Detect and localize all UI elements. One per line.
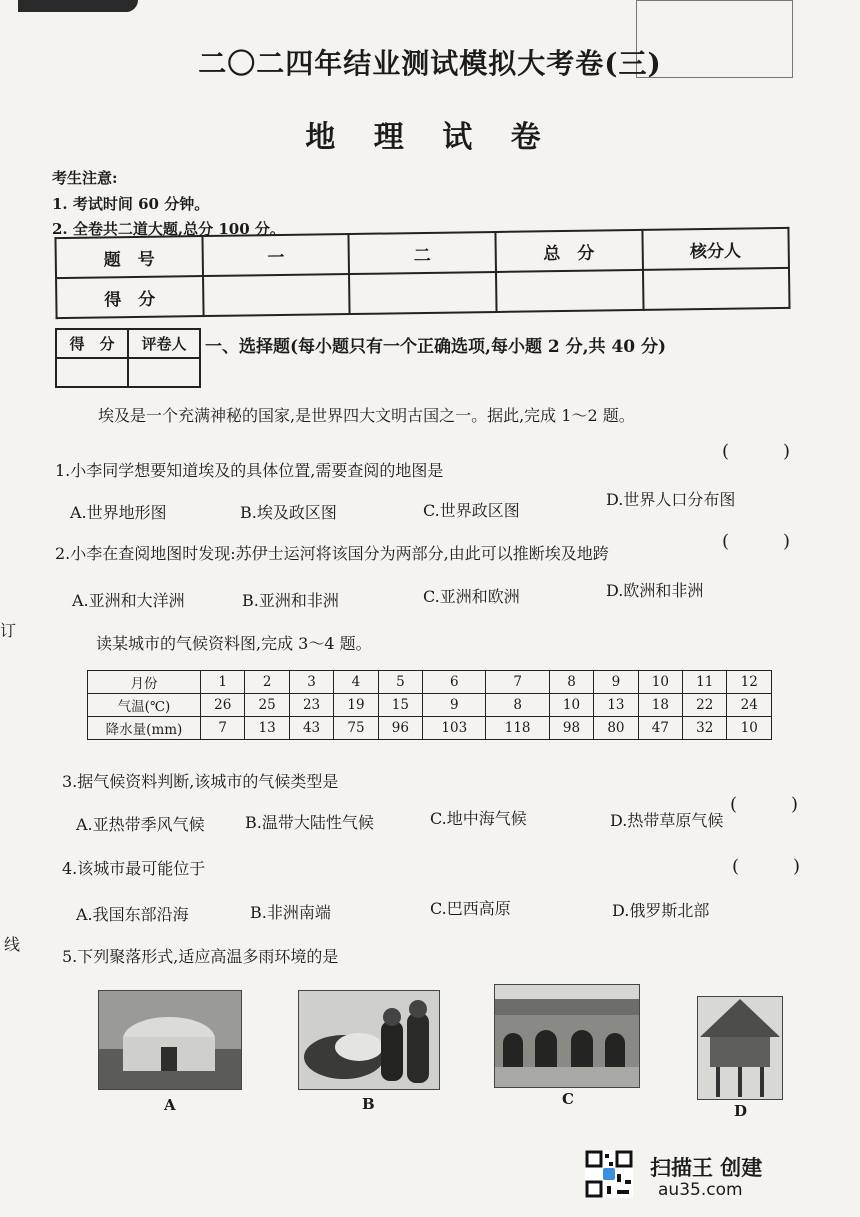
- question-5-stem: 5.下列聚落形式,适应高温多雨环境的是: [62, 947, 339, 966]
- score-row-label: 得 分: [56, 276, 203, 318]
- temperature-cell: 9: [423, 694, 486, 717]
- grader-name-cell[interactable]: [128, 358, 200, 387]
- month-cell: 1: [201, 671, 245, 694]
- score-table-header: 核分人: [642, 228, 789, 270]
- question-3-stem: 3.据气候资料判断,该城市的气候类型是: [62, 772, 339, 791]
- question-4-option-b[interactable]: B.非洲南端: [250, 903, 331, 922]
- temperature-cell: 23: [289, 694, 333, 717]
- question-1-option-b[interactable]: B.埃及政区图: [240, 503, 337, 522]
- score-cell[interactable]: [203, 274, 350, 316]
- grader-name-label: 评卷人: [128, 329, 200, 358]
- precipitation-cell: 43: [289, 717, 333, 740]
- notice-item-1: 1. 考试时间 60 分钟。: [52, 195, 210, 213]
- climate-row-label: 月份: [88, 671, 201, 694]
- month-cell: 2: [245, 671, 289, 694]
- temperature-cell: 8: [486, 694, 549, 717]
- reading-intro-1: 埃及是一个充满神秘的国家,是世界四大文明古国之一。据此,完成 1～2 题。: [98, 406, 635, 425]
- question-2-option-b[interactable]: B.亚洲和非洲: [242, 591, 339, 610]
- month-cell: 10: [638, 671, 682, 694]
- precipitation-cell: 80: [594, 717, 638, 740]
- yurt-photo[interactable]: [98, 990, 242, 1090]
- photo-caption-d: D: [734, 1102, 748, 1120]
- precipitation-cell: 7: [201, 717, 245, 740]
- question-2-option-d[interactable]: D.欧洲和非洲: [606, 581, 704, 600]
- grader-score-cell[interactable]: [56, 358, 128, 387]
- score-cell[interactable]: [642, 268, 789, 310]
- question-1-option-a[interactable]: A.世界地形图: [70, 503, 167, 522]
- question-1-option-c[interactable]: C.世界政区图: [423, 501, 520, 520]
- month-cell: 8: [549, 671, 593, 694]
- answer-bracket[interactable]: ( ): [722, 531, 791, 552]
- month-cell: 5: [378, 671, 422, 694]
- reading-intro-2: 读某城市的气候资料图,完成 3～4 题。: [96, 634, 372, 653]
- qr-code-icon: [585, 1150, 633, 1198]
- temperature-cell: 22: [683, 694, 727, 717]
- precipitation-cell: 103: [423, 717, 486, 740]
- score-table-header: 一: [202, 234, 349, 276]
- question-2-option-c[interactable]: C.亚洲和欧洲: [423, 587, 520, 606]
- question-1-stem: 1.小李同学想要知道埃及的具体位置,需要查阅的地图是: [55, 461, 444, 480]
- subject-title: 地 理 试 卷: [305, 120, 555, 155]
- month-cell: 9: [594, 671, 638, 694]
- question-4-stem: 4.该城市最可能位于: [62, 859, 206, 878]
- temperature-cell: 13: [594, 694, 638, 717]
- stilt-house-photo[interactable]: [697, 996, 783, 1100]
- question-1-option-d[interactable]: D.世界人口分布图: [606, 490, 736, 509]
- temperature-cell: 15: [378, 694, 422, 717]
- question-3-option-a[interactable]: A.亚热带季风气候: [76, 815, 205, 834]
- grader-score-label: 得 分: [56, 329, 128, 358]
- temperature-cell: 19: [334, 694, 378, 717]
- climate-row-temperature: [88, 694, 772, 717]
- notice-heading: 考生注意:: [52, 169, 118, 187]
- precipitation-cell: 32: [683, 717, 727, 740]
- question-3-option-c[interactable]: C.地中海气候: [430, 809, 527, 828]
- question-4-option-a[interactable]: A.我国东部沿海: [76, 905, 189, 924]
- question-4-option-d[interactable]: D.俄罗斯北部: [612, 901, 710, 920]
- month-cell: 7: [486, 671, 549, 694]
- exam-title: 二〇二四年结业测试模拟大考卷(三): [198, 47, 662, 80]
- scan-edge-mark: [18, 0, 138, 12]
- watermark-brand: 扫描王 创建: [650, 1156, 763, 1180]
- precipitation-cell: 13: [245, 717, 289, 740]
- temperature-cell: 18: [638, 694, 682, 717]
- answer-bracket[interactable]: ( ): [732, 856, 801, 877]
- climate-row-precipitation: [88, 717, 772, 740]
- answer-bracket[interactable]: ( ): [722, 441, 791, 462]
- month-cell: 12: [727, 671, 772, 694]
- binding-mark-xian: 线: [4, 935, 21, 954]
- climate-table: [87, 670, 772, 740]
- binding-mark-ding: 订: [0, 621, 17, 640]
- question-2-stem: 2.小李在查阅地图时发现:苏伊士运河将该国分为两部分,由此可以推断埃及地跨: [55, 544, 609, 563]
- score-table-header: 总 分: [495, 230, 642, 272]
- climate-row-label: 降水量(mm): [88, 717, 201, 740]
- month-cell: 6: [423, 671, 486, 694]
- precipitation-cell: 96: [378, 717, 422, 740]
- precipitation-cell: 118: [486, 717, 549, 740]
- climate-row-label: 气温(℃): [88, 694, 201, 717]
- question-3-option-b[interactable]: B.温带大陆性气候: [245, 813, 374, 832]
- climate-row-month: [88, 671, 772, 694]
- cave-dwelling-photo[interactable]: [494, 984, 640, 1088]
- watermark-url: au35.com: [658, 1180, 743, 1200]
- score-cell[interactable]: [496, 270, 643, 312]
- herders-photo[interactable]: [298, 990, 440, 1090]
- precipitation-cell: 98: [549, 717, 593, 740]
- photo-caption-b: B: [362, 1095, 375, 1113]
- question-4-option-c[interactable]: C.巴西高原: [430, 899, 511, 918]
- temperature-cell: 25: [245, 694, 289, 717]
- grader-box: [55, 328, 201, 388]
- month-cell: 3: [289, 671, 333, 694]
- score-table: [54, 227, 790, 319]
- photo-caption-a: A: [164, 1096, 176, 1114]
- question-3-option-d[interactable]: D.热带草原气候: [610, 811, 724, 830]
- question-2-option-a[interactable]: A.亚洲和大洋洲: [72, 591, 185, 610]
- score-cell[interactable]: [349, 272, 496, 314]
- notice-item-2: 2. 全卷共二道大题,总分 100 分。: [52, 220, 285, 238]
- month-cell: 4: [334, 671, 378, 694]
- temperature-cell: 10: [549, 694, 593, 717]
- month-cell: 11: [683, 671, 727, 694]
- score-table-header: 题 号: [55, 236, 202, 278]
- temperature-cell: 26: [201, 694, 245, 717]
- precipitation-cell: 47: [638, 717, 682, 740]
- precipitation-cell: 10: [727, 717, 772, 740]
- section-title: 一、选择题(每小题只有一个正确选项,每小题 2 分,共 40 分): [205, 337, 667, 357]
- answer-bracket[interactable]: ( ): [730, 794, 799, 815]
- photo-caption-c: C: [562, 1090, 574, 1108]
- score-table-header: 二: [349, 232, 496, 274]
- temperature-cell: 24: [727, 694, 772, 717]
- precipitation-cell: 75: [334, 717, 378, 740]
